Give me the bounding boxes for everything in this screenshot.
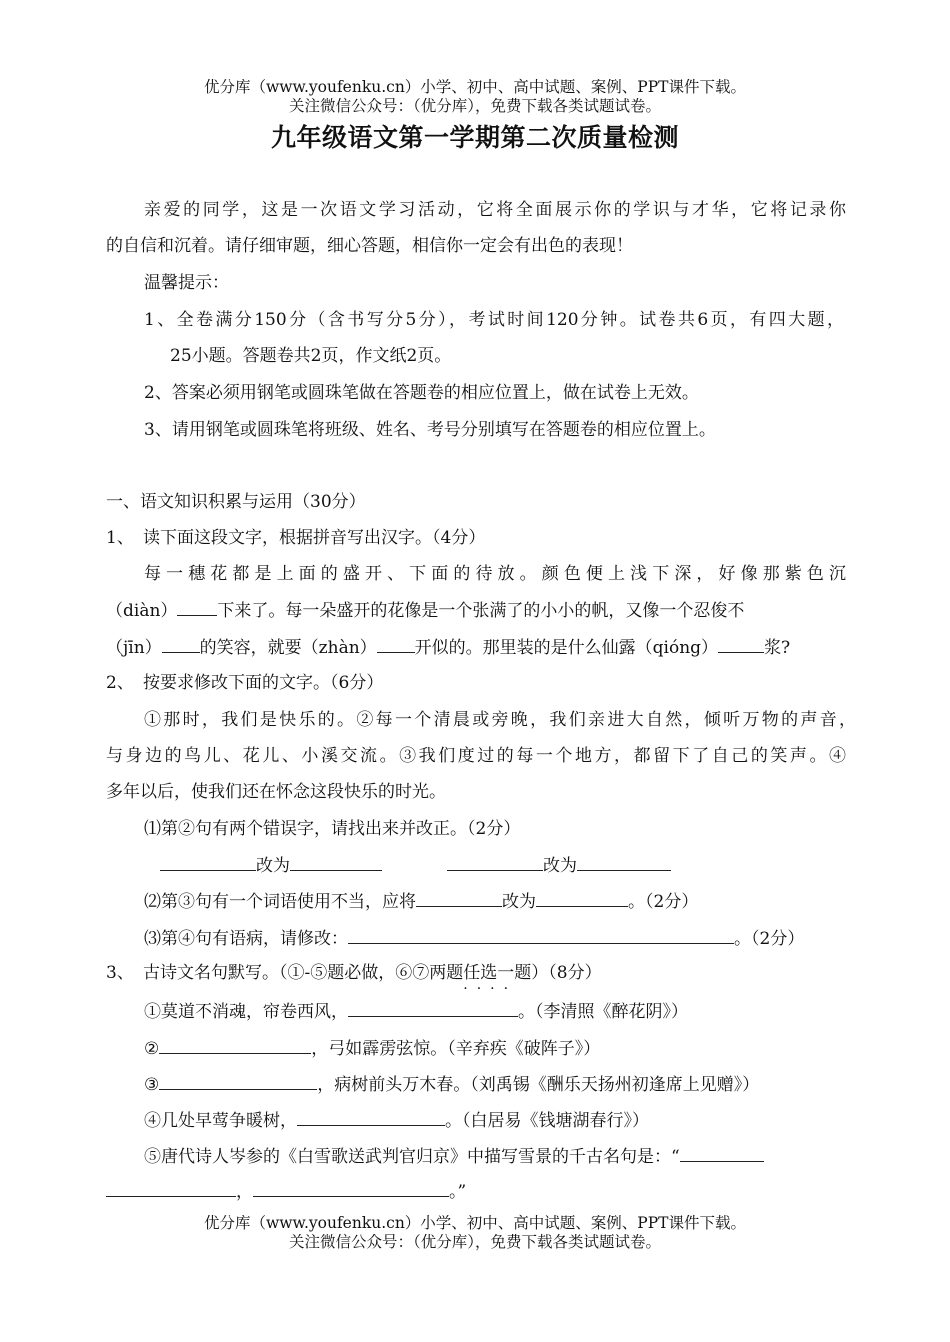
poem-item-5 xyxy=(144,1146,764,1167)
q1-passage-line-2 xyxy=(106,600,744,621)
poem-item-3 xyxy=(144,1074,759,1095)
pinyin-dian: （diàn） xyxy=(106,601,178,621)
page-footer xyxy=(0,1214,950,1252)
poem-4-source: 。（白居易《钱塘湖春行》） xyxy=(445,1111,649,1131)
q2-sub-2-text: ⑵第③句有一个词语使用不当，应将 xyxy=(144,892,416,912)
change-to-label: 改为 xyxy=(543,856,577,876)
section-1-heading: 一、语文知识积累与运用（30分） xyxy=(106,492,366,512)
q2-sub-3-text: ⑶第④句有语病，请修改： xyxy=(144,929,348,949)
emphasized-text xyxy=(463,963,532,997)
poem-blank-5c[interactable] xyxy=(253,1181,449,1197)
header-line-2: 关注微信公众号：（优分库），免费下载各类试题试卷。 xyxy=(288,97,661,115)
pinyin-jin: （jīn） xyxy=(106,638,162,658)
change-to-label: 改为 xyxy=(256,856,290,876)
poem-5-comma: ， xyxy=(236,1182,253,1202)
question-3-prompt xyxy=(143,963,602,997)
word-blank-original[interactable] xyxy=(416,891,502,907)
poem-blank-3[interactable] xyxy=(159,1074,317,1090)
page-header xyxy=(0,78,950,116)
question-3-number: 3、 xyxy=(106,963,134,983)
answer-blank-2[interactable] xyxy=(162,637,200,653)
answer-blank-1[interactable] xyxy=(177,600,217,616)
question-2-number: 2、 xyxy=(106,673,134,693)
q2-passage-line-1: ①那时，我们是快乐的。②每一个清晨或旁晚，我们亲进大自然，倾听万物的声音， xyxy=(144,710,856,730)
answer-blank-3[interactable] xyxy=(377,637,415,653)
poem-item-5-continued xyxy=(106,1181,466,1202)
poem-2-text: ，弓如霹雳弦惊。（辛弃疾《破阵子》） xyxy=(311,1039,601,1059)
q2-passage-line-3: 多年以后，使我们还在怀念这段快乐的时光。 xyxy=(106,782,446,802)
q2-sub-2-score: 。（2分） xyxy=(628,892,699,912)
tip-1-line-2: 25小题。答题卷共2页，作文纸2页。 xyxy=(170,346,452,366)
footer-line-2: 关注微信公众号：（优分库），免费下载各类试题试卷。 xyxy=(288,1233,661,1251)
correct-char-blank-2[interactable] xyxy=(577,855,671,871)
q1-text-2: 下来了。每一朵盛开的花像是一个张满了的小小的帆，又像一个忍俊不 xyxy=(217,601,745,621)
word-blank-corrected[interactable] xyxy=(536,891,628,907)
question-1-prompt: 读下面这段文字，根据拼音写出汉字。（4分） xyxy=(143,528,486,548)
wrong-char-blank-2[interactable] xyxy=(447,855,543,871)
wrong-char-blank-1[interactable] xyxy=(160,855,256,871)
poem-item-1 xyxy=(144,1001,688,1022)
poem-blank-5b[interactable] xyxy=(106,1181,236,1197)
poem-4-text: ④几处早莺争暖树， xyxy=(144,1111,297,1131)
question-2-prompt: 按要求修改下面的文字。（6分） xyxy=(143,673,384,693)
poem-3-mark: ③ xyxy=(144,1075,160,1095)
tips-title: 温馨提示： xyxy=(144,273,229,293)
q2-sub-1-answer-a xyxy=(160,855,382,876)
tip-3: 3、请用钢笔或圆珠笔将班级、姓名、考号分别填写在答题卷的相应位置上。 xyxy=(144,420,716,440)
poem-blank-2[interactable] xyxy=(159,1038,311,1054)
q3-prompt-score: ）（8分） xyxy=(531,963,602,983)
intro-line-2: 的自信和沉着。请仔细审题，细心答题，相信你一定会有出色的表现！ xyxy=(106,236,633,256)
q1-passage-line-1: 每一穗花都是上面的盛开、下面的待放。颜色便上浅下深，好像那紫色沉 xyxy=(144,564,846,584)
q3-prompt-text: 古诗文名句默写。（①-⑤题必做，⑥⑦两题 xyxy=(143,963,464,983)
revised-sentence-blank[interactable] xyxy=(348,928,734,944)
tip-2: 2、答案必须用钢笔或圆珠笔做在答题卷的相应位置上，做在试卷上无效。 xyxy=(144,383,699,403)
q2-sub-3-score: 。（2分） xyxy=(734,929,805,949)
poem-1-source: 。（李清照《醉花阴》） xyxy=(518,1002,688,1022)
q1-text-3: 的笑容，就要（zhàn） xyxy=(199,638,377,658)
poem-blank-4[interactable] xyxy=(297,1110,445,1126)
page-title: 九年级语文第一学期第二次质量检测 xyxy=(270,123,679,152)
poem-1-text: ①莫道不消魂，帘卷西风， xyxy=(144,1002,348,1022)
poem-5-text: ⑤唐代诗人岑参的《白雪歌送武判官归京》中描写雪景的千古名句是：“ xyxy=(144,1147,680,1167)
header-line-1: 优分库（www.youfenku.cn）小学、初中、高中试题、案例、PPT课件下载。 xyxy=(203,78,747,96)
poem-item-4 xyxy=(144,1110,649,1131)
emphasis-words: 任选一题 xyxy=(463,963,532,983)
correct-char-blank-1[interactable] xyxy=(290,855,382,871)
poem-3-text: ，病树前头万木春。（刘禹锡《酬乐天扬州初逢席上见赠》） xyxy=(317,1075,760,1095)
q2-sub-2 xyxy=(144,891,698,912)
question-1-number: 1、 xyxy=(106,528,134,548)
q1-passage-line-3 xyxy=(106,637,790,658)
q2-sub-3 xyxy=(144,928,804,949)
footer-line-1: 优分库（www.youfenku.cn）小学、初中、高中试题、案例、PPT课件下载。 xyxy=(203,1214,747,1232)
intro-line-1: 亲爱的同学，这是一次语文学习活动，它将全面展示你的学识与才华，它将记录你 xyxy=(144,200,846,220)
q2-sub-1: ⑴第②句有两个错误字，请找出来并改正。（2分） xyxy=(144,819,521,839)
poem-2-mark: ② xyxy=(144,1039,160,1059)
q2-passage-line-2: 与身边的鸟儿、花儿、小溪交流。③我们度过的每一个地方，都留下了自己的笑声。④ xyxy=(106,746,846,766)
emphasis-dots: ···· xyxy=(463,981,518,997)
q1-text-5: 浆? xyxy=(764,638,791,658)
poem-blank-1[interactable] xyxy=(348,1001,518,1017)
q1-text-4: 开似的。那里装的是什么仙露（qióng） xyxy=(414,638,719,658)
poem-item-2 xyxy=(144,1038,600,1059)
tip-1-line-1: 1、全卷满分150分（含书写分5分），考试时间120分钟。试卷共6页，有四大题， xyxy=(144,310,844,330)
answer-blank-4[interactable] xyxy=(718,637,764,653)
poem-5-end: 。” xyxy=(449,1182,467,1202)
poem-blank-5a[interactable] xyxy=(680,1146,764,1162)
q2-sub-1-answer-b xyxy=(447,855,671,876)
change-to-label: 改为 xyxy=(502,892,536,912)
